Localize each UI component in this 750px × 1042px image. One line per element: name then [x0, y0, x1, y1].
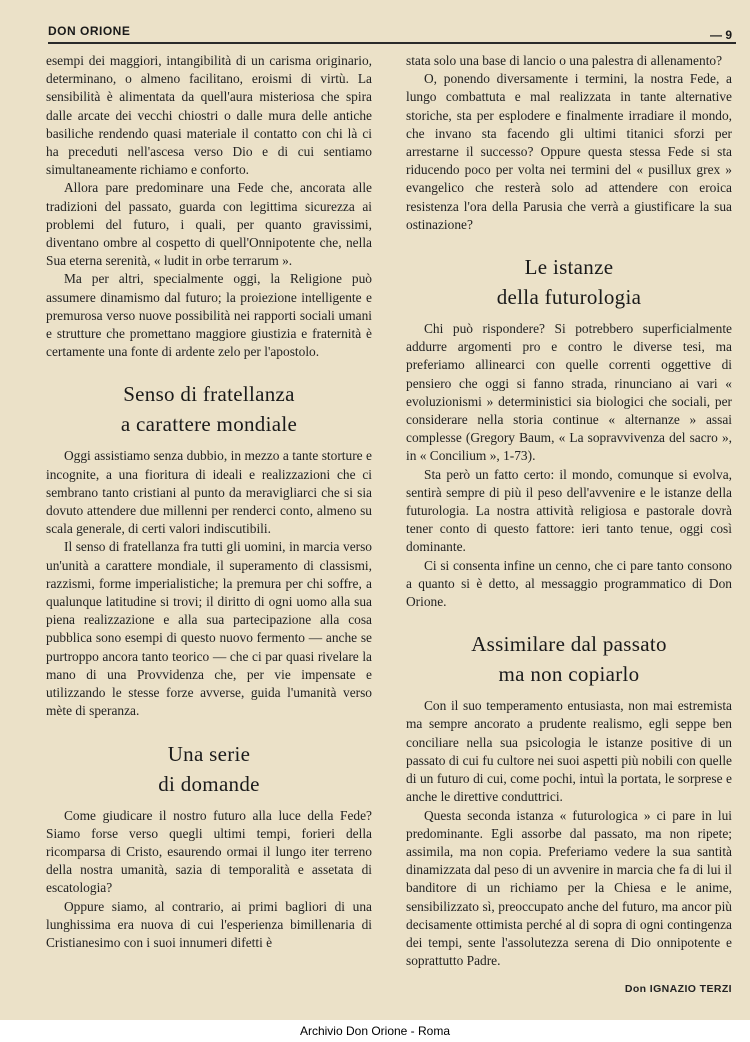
archive-footer: Archivio Don Orione - Roma: [0, 1020, 750, 1042]
heading-line: ma non copiarlo: [498, 662, 640, 687]
page-header: [48, 24, 736, 44]
left-column: [46, 52, 372, 952]
heading-line: Una serie: [167, 741, 251, 766]
paragraph: Ma per altri, specialmente oggi, la Religione può assumere dinamismo dal futuro; la proiezione intelligente e premurosa verso nuove possibilità nei rapporti sociali umani e strutture che promettano maggiore giustizia e fraternità è certamente una fonte di ardente zelo per l'apostolo.: [46, 271, 372, 360]
paragraph: O, ponendo diversamente i termini, la nostra Fede, a lungo combattuta e mal realizzata in tante alternative storiche, sta per esplodere e finalmente irradiare il mondo, che invano sta facendo gli ultimi titanici sforzi per arrestarne il successo? Oppure questa stessa Fede si sta riducendo poco per volta nei termini del « pusillux grex » evangelico che resterà solo ad attendere con eroica resistenza l'ora della Parusia che verrà a giustificare la sua ostinazione?: [406, 71, 732, 232]
paragraph: Ci si consenta infine un cenno, che ci pare tanto consono a quanto si è detto, al messaggio programmatico di Don Orione.: [406, 557, 732, 610]
paragraph: Oggi assistiamo senza dubbio, in mezzo a tante storture e incognite, a una fioritura di ideali e realizzazioni che ci sembrano tanto cristiani al punto da meravigliarci che si sia dovuto attendere due millenni per renderci conto, almeno su scala generale, di certi valori indiscutibili.: [46, 448, 372, 537]
heading-line: Senso di fratellanza: [123, 382, 295, 407]
paragraph: stata solo una base di lancio o una palestra di allenamento?: [406, 53, 723, 68]
heading-line: Le istanze: [524, 255, 614, 280]
header-rule: [48, 42, 736, 44]
magazine-title: DON ORIONE: [48, 24, 131, 38]
heading-line: della futurologia: [496, 285, 642, 310]
heading-line: a carattere mondiale: [120, 412, 298, 437]
paragraph: esempi dei maggiori, intangibilità di un carisma originario, determinano, o almeno facilitano, eroismi di virtù. La sensibilità è alimentata da quell'aura misteriosa che spira dalle arcate dei vecchi chiostri o dalle mura delle antiche basiliche rendendo quasi materiale il contatto con chi là ci ha preceduti nell'ascesa verso Dio e di cui sentiamo simultaneamente richiamo e conforto.: [46, 53, 372, 178]
paragraph: Oppure siamo, al contrario, ai primi bagliori di una lunghissima era nuova di cui l'esperienza bimillenaria di Cristianesimo con i suoi innumeri difetti è: [46, 898, 372, 950]
paragraph: Con il suo temperamento entusiasta, non mai estremista ma sempre ancorato a prudente realismo, egli seppe ben conciliare nella sua psicologia le istanze positive di un passato di cui fu cultore nei suoi aspetti più nobili con quelle di un futuro di cui, come pochi, intuì la portata, le sorprese e anche le direttive conduttrici.: [406, 698, 732, 805]
paragraph: Il senso di fratellanza fra tutti gli uomini, in marcia verso un'unità a carattere mondiale, il superamento di classismi, razzismi, forme imperialistiche; la premura per chi soffre, a qualunque latitudine si trovi; il diritto di ogni uomo alla sua piena realizzazione e alla sua partecipazione alla cosa pubblica sono esempi di questo nuovo fermento — anche se purtroppo ancora tanto teorico — che ci par quasi rivelare la mano di una Provvidenza che, per vie impensate e utilizzando le stesse forze avverse, guida l'umanità verso mète di speranza.: [46, 539, 372, 719]
heading-line: di domande: [158, 771, 260, 796]
paragraph: Chi può rispondere? Si potrebbero superficialmente addurre argomenti pro e contro le diverse tesi, ma preferiamo allinearci con quelle correnti oggettive di pensiero che oggi si fanno strada, rinunciano ai vari « evoluzionismi » deterministici sia biologici che sociali, per considerare nella storia continue « alternanze » assai complesse (Gregory Baum, « La sopravvivenza del sacro », in « Concilium », 1-73).: [406, 321, 732, 464]
section-heading-domande: [46, 739, 372, 799]
paragraph: Sta però un fatto certo: il mondo, comunque si evolva, sentirà sempre di più il peso dell'avvenire e le istanze della futurologia. La nostra attività religiosa e pastorale dovrà tener conto di questo fattore: ieri tanto tenue, oggi così dominante.: [406, 466, 732, 555]
heading-line: Assimilare dal passato: [471, 632, 667, 657]
page-number: — 9: [709, 28, 732, 42]
section-heading-futurologia: [406, 252, 732, 312]
author-signature: Don IGNAZIO TERZI: [624, 983, 732, 996]
section-heading-assimilare: [406, 629, 732, 689]
section-heading-fratellanza: [46, 379, 372, 439]
paragraph: Questa seconda istanza « futurologica » ci pare in lui predominante. Egli assorbe dal passato, ma non ripete; assimila, ma non copia. Preferiamo vedere la sua santità dinamizzata dal peso di un avvenire in marcia che fa di lui il banditore di un richiamo per la Chiesa e le anime, sensibilizzato sì, preoccupato anche del futuro, ma ancor più decisamente ottimista perché al di sopra di ogni contingenza dei tempi, sente l'assolutezza serena di Dio onnipotente e soprattutto Padre.: [406, 807, 732, 969]
right-column: [406, 52, 732, 999]
paragraph: Come giudicare il nostro futuro alla luce della Fede? Siamo forse verso quegli ultimi tempi, forieri della ricomparsa di Cristo, esaurendo ormai il lungo iter terreno della nostra umanità, sazia di temporalità e assetata di escatologia?: [46, 807, 372, 896]
paragraph: Allora pare predominare una Fede che, ancorata alle tradizioni del passato, guarda con legittima sicurezza ai problemi del futuro, i quali, per quanto gravissimi, diventano ombre al cospetto di quell'Onnipotente che, nella Sua eterna serenità, « ludit in orbe terrarum ».: [46, 180, 372, 269]
